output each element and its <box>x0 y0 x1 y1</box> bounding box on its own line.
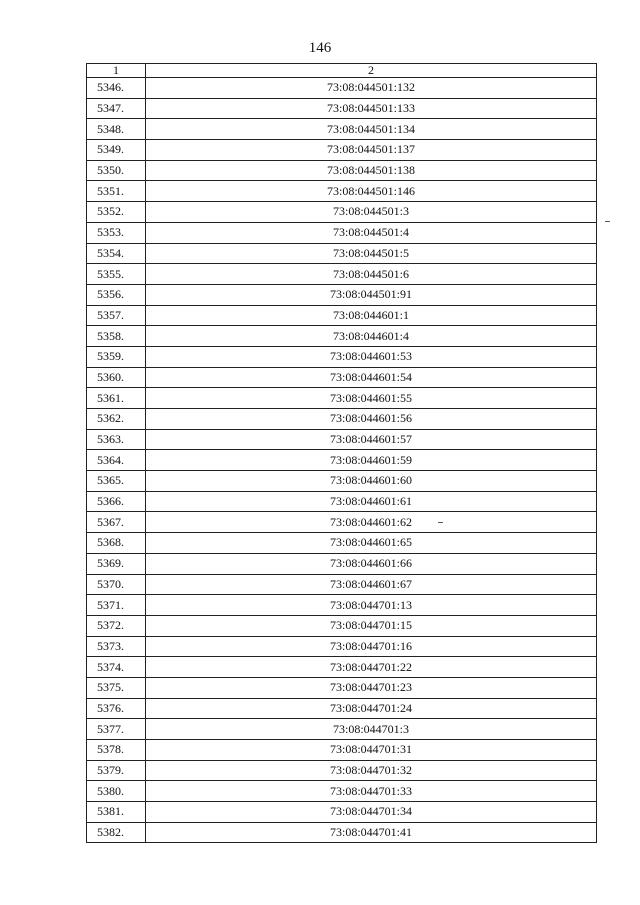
table-row <box>87 615 597 636</box>
row-number: 5349. <box>87 140 146 161</box>
table-row <box>87 740 597 761</box>
cadastral-number: 73:08:044501:132 <box>146 78 597 99</box>
row-number: 5356. <box>87 284 146 305</box>
cadastral-number: 73:08:044601:57 <box>146 429 597 450</box>
column-header-1: 1 <box>87 64 146 78</box>
row-number: 5377. <box>87 719 146 740</box>
table-row <box>87 657 597 678</box>
cadastral-number: 73:08:044501:138 <box>146 160 597 181</box>
row-number: 5372. <box>87 615 146 636</box>
table-header <box>87 64 597 78</box>
table-row <box>87 305 597 326</box>
row-number: 5381. <box>87 802 146 823</box>
row-number: 5376. <box>87 698 146 719</box>
cadastral-number: 73:08:044601:67 <box>146 574 597 595</box>
cadastral-number: 73:08:044601:54 <box>146 367 597 388</box>
row-number: 5363. <box>87 429 146 450</box>
row-number: 5370. <box>87 574 146 595</box>
row-number: 5358. <box>87 326 146 347</box>
cadastral-number: 73:08:044501:4 <box>146 222 597 243</box>
table-row <box>87 264 597 285</box>
cadastral-number: 73:08:044601:65 <box>146 533 597 554</box>
row-number: 5360. <box>87 367 146 388</box>
row-number: 5378. <box>87 740 146 761</box>
table-row <box>87 140 597 161</box>
row-number: 5346. <box>87 78 146 99</box>
table-row <box>87 636 597 657</box>
cadastral-number: 73:08:044701:22 <box>146 657 597 678</box>
cadastral-number: 73:08:044701:34 <box>146 802 597 823</box>
cadastral-number: 73:08:044701:32 <box>146 760 597 781</box>
cadastral-number: 73:08:044501:91 <box>146 284 597 305</box>
table-row <box>87 284 597 305</box>
table-row <box>87 202 597 223</box>
table-row <box>87 222 597 243</box>
row-number: 5352. <box>87 202 146 223</box>
row-number: 5353. <box>87 222 146 243</box>
scan-speck <box>605 221 610 222</box>
row-number: 5348. <box>87 119 146 140</box>
row-number: 5347. <box>87 98 146 119</box>
table-row <box>87 698 597 719</box>
cadastral-number: 73:08:044501:133 <box>146 98 597 119</box>
cadastral-number: 73:08:044601:55 <box>146 388 597 409</box>
row-number: 5371. <box>87 595 146 616</box>
table-row <box>87 677 597 698</box>
row-number: 5359. <box>87 346 146 367</box>
table-row <box>87 181 597 202</box>
table-row <box>87 367 597 388</box>
cadastral-number: 73:08:044501:146 <box>146 181 597 202</box>
page-number: 146 <box>308 40 332 56</box>
table-row <box>87 719 597 740</box>
row-number: 5380. <box>87 781 146 802</box>
table-row <box>87 388 597 409</box>
cadastral-number: 73:08:044701:31 <box>146 740 597 761</box>
cadastral-number: 73:08:044501:134 <box>146 119 597 140</box>
table-row <box>87 119 597 140</box>
table-row <box>87 595 597 616</box>
cadastral-number: 73:08:044501:5 <box>146 243 597 264</box>
row-number: 5369. <box>87 553 146 574</box>
table-row <box>87 98 597 119</box>
row-number: 5351. <box>87 181 146 202</box>
table-row <box>87 760 597 781</box>
table-row <box>87 160 597 181</box>
cadastral-number: 73:08:044701:41 <box>146 822 597 843</box>
cadastral-table <box>86 63 597 843</box>
table-body <box>87 78 597 843</box>
row-number: 5354. <box>87 243 146 264</box>
table-row <box>87 802 597 823</box>
scan-speck <box>438 522 443 523</box>
table-row <box>87 326 597 347</box>
table-row <box>87 553 597 574</box>
row-number: 5373. <box>87 636 146 657</box>
table-row <box>87 533 597 554</box>
table-row <box>87 491 597 512</box>
cadastral-number: 73:08:044701:33 <box>146 781 597 802</box>
table-row <box>87 78 597 99</box>
row-number: 5357. <box>87 305 146 326</box>
row-number: 5368. <box>87 533 146 554</box>
row-number: 5365. <box>87 471 146 492</box>
table-row <box>87 450 597 471</box>
cadastral-number: 73:08:044601:60 <box>146 471 597 492</box>
cadastral-number: 73:08:044601:66 <box>146 553 597 574</box>
table-row <box>87 243 597 264</box>
cadastral-number: 73:08:044701:13 <box>146 595 597 616</box>
row-number: 5364. <box>87 450 146 471</box>
cadastral-number: 73:08:044601:1 <box>146 305 597 326</box>
row-number: 5355. <box>87 264 146 285</box>
cadastral-number: 73:08:044701:24 <box>146 698 597 719</box>
table-row <box>87 409 597 430</box>
table-row <box>87 822 597 843</box>
cadastral-number: 73:08:044601:56 <box>146 409 597 430</box>
row-number: 5366. <box>87 491 146 512</box>
cadastral-number: 73:08:044701:3 <box>146 719 597 740</box>
cadastral-number: 73:08:044501:137 <box>146 140 597 161</box>
row-number: 5367. <box>87 512 146 533</box>
cadastral-number: 73:08:044601:4 <box>146 326 597 347</box>
row-number: 5361. <box>87 388 146 409</box>
row-number: 5375. <box>87 677 146 698</box>
table-row <box>87 781 597 802</box>
cadastral-number: 73:08:044701:16 <box>146 636 597 657</box>
table-row <box>87 471 597 492</box>
table-row <box>87 574 597 595</box>
table-row <box>87 429 597 450</box>
row-number: 5362. <box>87 409 146 430</box>
cadastral-number: 73:08:044501:3 <box>146 202 597 223</box>
column-header-2: 2 <box>146 64 597 78</box>
cadastral-number: 73:08:044601:59 <box>146 450 597 471</box>
cadastral-number: 73:08:044601:61 <box>146 491 597 512</box>
header-row <box>87 64 597 78</box>
table-row <box>87 512 597 533</box>
row-number: 5350. <box>87 160 146 181</box>
row-number: 5374. <box>87 657 146 678</box>
row-number: 5382. <box>87 822 146 843</box>
cadastral-number: 73:08:044701:15 <box>146 615 597 636</box>
row-number: 5379. <box>87 760 146 781</box>
cadastral-number: 73:08:044601:53 <box>146 346 597 367</box>
cadastral-number: 73:08:044501:6 <box>146 264 597 285</box>
table-row <box>87 346 597 367</box>
cadastral-number: 73:08:044701:23 <box>146 677 597 698</box>
cadastral-number: 73:08:044601:62 <box>146 512 597 533</box>
